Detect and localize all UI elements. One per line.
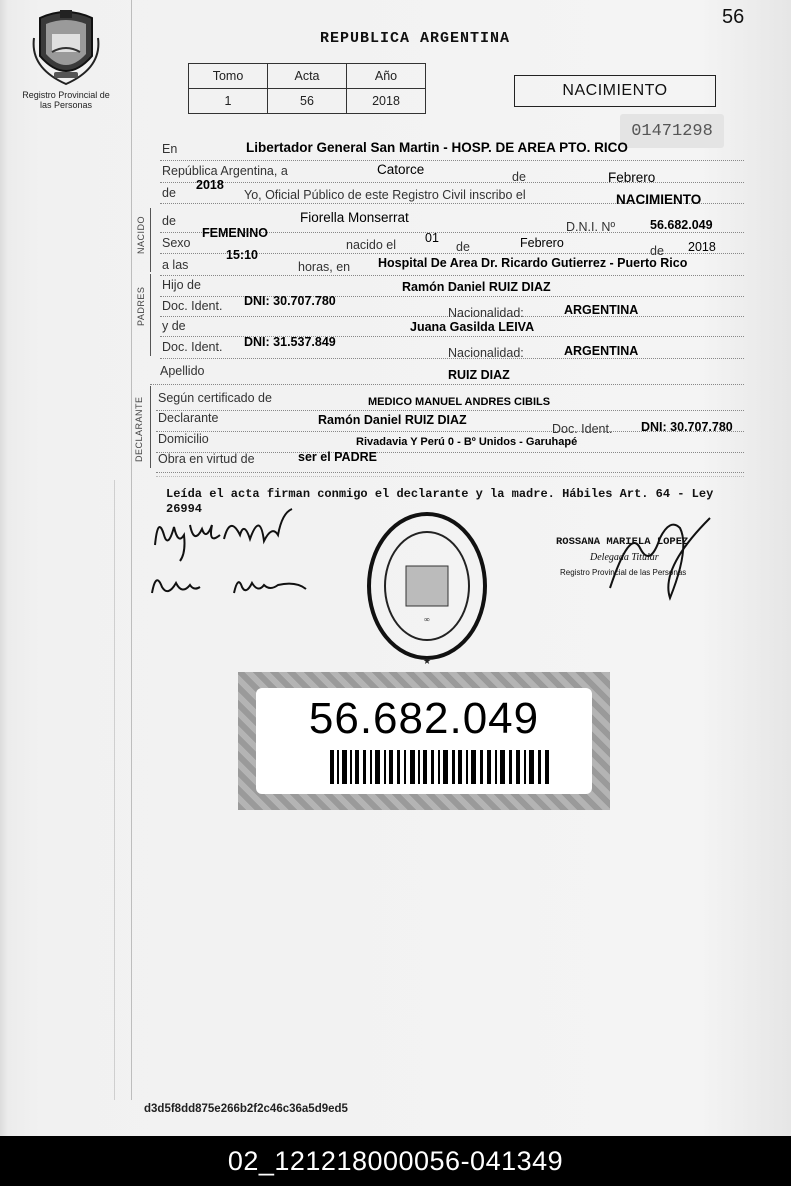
time-value: 15:10 [226, 248, 258, 262]
mother-signature [146, 565, 316, 605]
provincial-seal-logo [30, 8, 102, 88]
official-role: Delegada Titular [590, 552, 659, 563]
father-nat-label: Nacionalidad: [448, 306, 524, 320]
father-doc-value: DNI: 30.707.780 [244, 294, 336, 308]
acta-value: 56 [268, 89, 347, 114]
en-label: En [162, 142, 178, 156]
padres-section-label: PADRES [136, 286, 146, 326]
certificado-value: MEDICO MANUEL ANDRES CIBILS [368, 396, 551, 408]
declarante-doc-value: DNI: 30.707.780 [641, 420, 733, 434]
month-value: Febrero [608, 170, 656, 185]
father-nationality-value: ARGENTINA [564, 303, 639, 317]
dni-barcode-label [238, 672, 610, 810]
sexo-value: FEMENINO [202, 226, 268, 240]
nacido-section-label: NACIDO [136, 215, 146, 254]
obra-label: Obra en virtud de [158, 452, 255, 466]
sexo-label: Sexo [162, 236, 191, 250]
de-label-1: de [512, 170, 526, 184]
closing-statement: Leída el acta firman conmigo el declarante y la madre. Hábiles Art. 64 - Ley 26994 [166, 487, 714, 516]
mother-name-value: Juana Gasilda LEIVA [410, 320, 535, 334]
certificado-label: Según certificado de [158, 391, 272, 405]
birth-month-value: Febrero [520, 236, 564, 250]
apellido-label: Apellido [160, 364, 205, 378]
padres-bracket [150, 274, 151, 356]
dni-number: 56.682.049 [308, 694, 540, 743]
declarante-doc-label: Doc. Ident. [552, 422, 613, 436]
de-label-birth-1: de [456, 240, 470, 254]
day-value: Catorce [377, 162, 425, 177]
ano-value: 2018 [347, 89, 426, 114]
de-label-2: de [162, 186, 176, 200]
domicilio-label: Domicilio [158, 432, 209, 446]
registry-name: Registro Provincial de las Personas [22, 90, 110, 110]
obra-value: ser el PADRE [298, 450, 377, 464]
tomo-acta-table [188, 63, 426, 114]
mother-doc-value: DNI: 31.537.849 [244, 335, 336, 349]
tomo-value: 1 [189, 89, 268, 114]
tomo-table-header-row [189, 64, 426, 89]
margin-rule-lower [114, 480, 115, 1100]
y-de-label: y de [162, 319, 186, 333]
document-title: REPUBLICA ARGENTINA [320, 30, 511, 47]
place-value: Libertador General San Martin - HOSP. DE AREA PTO. RICO [246, 140, 628, 155]
official-stamp [362, 510, 492, 670]
declarante-bracket [150, 386, 151, 468]
tomo-table-value-row [189, 89, 426, 114]
document-hash: d3d5f8dd875e266b2f2c46c36a5d9ed5 [144, 1103, 348, 1115]
domicilio-value: Rivadavia Y Perú 0 - Bº Unidos - Garuhapé [356, 436, 578, 448]
act-type-box: NACIMIENTO [514, 75, 716, 107]
svg-text:∞: ∞ [424, 615, 430, 624]
svg-text:★: ★ [422, 656, 432, 666]
father-doc-label: Doc. Ident. [162, 299, 223, 313]
year-value: 2018 [196, 178, 224, 192]
official-organization: Registro Provincial de las Personas [560, 568, 687, 577]
father-name-value: Ramón Daniel RUIZ DIAZ [402, 280, 551, 294]
a-las-label: a las [162, 258, 189, 272]
child-dni-value: 56.682.049 [650, 218, 713, 232]
apellido-value: RUIZ DIAZ [448, 368, 510, 382]
birth-day-value: 01 [425, 231, 439, 245]
margin-rule [131, 0, 132, 1100]
de-label-birth-2: de [650, 244, 664, 258]
dni-barcode-inner [256, 688, 592, 794]
birth-year-value: 2018 [688, 240, 716, 254]
country-label: República Argentina, a [162, 164, 288, 178]
tomo-header: Tomo [189, 64, 268, 89]
horas-label: horas, en [298, 260, 351, 274]
declarante-value: Ramón Daniel RUIZ DIAZ [318, 413, 467, 427]
declarante-section-label: DECLARANTE [134, 396, 144, 462]
officer-text: Yo, Oficial Público de este Registro Civil inscribo el [244, 188, 526, 202]
birth-place-value: Hospital De Area Dr. Ricardo Gutierrez - Puerto Rico [378, 256, 688, 270]
line-apellido [150, 364, 744, 385]
mother-nationality-value: ARGENTINA [564, 344, 639, 358]
mother-nat-label: Nacionalidad: [448, 346, 524, 360]
de-label-nacido: de [162, 214, 176, 228]
act-word-value: NACIMIENTO [616, 192, 702, 207]
mother-doc-label: Doc. Ident. [162, 340, 223, 354]
nacido-el-label: nacido el [346, 238, 397, 252]
barcode-icon [330, 750, 550, 784]
dni-label: D.N.I. Nº [566, 220, 616, 234]
official-name: ROSSANA MARIELA LOPEZ [556, 536, 689, 548]
line-rule-bottom [156, 456, 744, 477]
nacido-bracket [150, 208, 151, 272]
acta-header: Acta [268, 64, 347, 89]
serial-number: 01471298 [620, 114, 724, 148]
page-number: 56 [722, 6, 745, 28]
child-name-value: Fiorella Monserrat [300, 210, 409, 225]
scan-footer-id: 02_121218000056-041349 [0, 1136, 791, 1186]
declarante-label: Declarante [158, 411, 219, 425]
ano-header: Año [347, 64, 426, 89]
declarante-signature [150, 505, 300, 565]
hijo-de-label: Hijo de [162, 278, 201, 292]
